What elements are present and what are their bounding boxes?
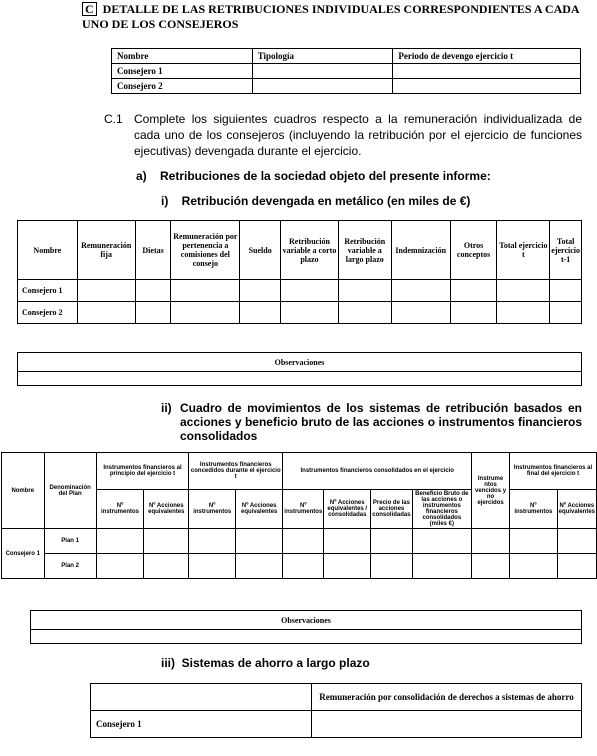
header-n-acciones: Nº Acciones equivalentes (236, 490, 283, 529)
observaciones-field (31, 630, 582, 644)
heading-i: i) Retribución devengada en metálico (en miles de €) (161, 194, 471, 208)
header-total-t: Total ejercicio t (497, 221, 550, 280)
observaciones-table-2 (30, 610, 582, 644)
header-empty (91, 684, 312, 711)
row-plan-2: Plan 2 (44, 554, 96, 579)
header-group-concedidos: Instrumentos financieros concedidos durante el ejercicio t (189, 453, 283, 490)
observaciones-field (18, 372, 582, 386)
header-group-consolidados: Instrumentos financieros consolidados en el ejercicio (283, 453, 472, 490)
c1-paragraph (104, 111, 582, 159)
section-title: DETALLE DE LAS RETRIBUCIONES INDIVIDUALES CORRESPONDIENTES A CADA UNO DE LOS CONSEJEROS (82, 2, 579, 31)
cell-empty (393, 64, 581, 79)
cell-empty (252, 79, 393, 94)
header-nombre: Nombre (2, 453, 45, 529)
heading-iii: iii) Sistemas de ahorro a largo plazo (161, 656, 370, 670)
header-variable-corto: Retribución variable a corto plazo (281, 221, 339, 280)
cell-empty (311, 711, 581, 738)
row-plan-1: Plan 1 (44, 529, 96, 554)
c1-text: Complete los siguientes cuadros respecto a la remuneración individualizada de cada uno de los consejeros (incluyendo la retribución por el ejercicio de funciones ejecutivas) devengada durante el ejercicio. (134, 112, 582, 158)
retribucion-metalico-table (17, 220, 582, 324)
header-plan: Denominación del Plan (44, 453, 96, 529)
heading-ii-number: ii) (161, 401, 172, 415)
observaciones-table-1 (17, 352, 582, 386)
header-periodo: Periodo de devengo ejercicio t (393, 49, 581, 64)
row-consejero-1: Consejero 1 (112, 64, 253, 79)
header-n-instrumentos: Nº instrumentos (96, 490, 144, 529)
header-total-t-1: Total ejercicio t-1 (550, 221, 582, 280)
cell-empty (252, 64, 393, 79)
cell-empty (393, 79, 581, 94)
observaciones-label: Observaciones (18, 353, 582, 372)
header-n-acciones-consolidadas: Nº Acciones equivalentes / consolidadas (324, 490, 371, 529)
heading-ii (161, 401, 582, 443)
header-group-principio: Instrumentos financieros al principio del ejercicio t (96, 453, 189, 490)
header-variable-largo: Retribución variable a largo plazo (338, 221, 391, 280)
header-remuneracion-comisiones: Remuneración por pertenencia a comisiones del consejo (171, 221, 240, 280)
header-precio-acciones: Precio de las acciones consolidadas (371, 490, 412, 529)
row-consejero-2: Consejero 2 (112, 79, 253, 94)
section-letter: C (82, 2, 97, 16)
heading-a: a) Retribuciones de la sociedad objeto del presente informe: (136, 169, 491, 183)
row-consejero-1: Consejero 1 (18, 280, 78, 302)
row-consejero-1: Consejero 1 (2, 529, 45, 579)
header-dietas: Dietas (135, 221, 171, 280)
row-consejero-2: Consejero 2 (18, 302, 78, 324)
header-vencidos: Instrume ntos vencidos y no ejercidos (472, 453, 510, 529)
header-n-instrumentos: Nº instrumentos (509, 490, 557, 529)
header-n-instrumentos: Nº instrumentos (283, 490, 324, 529)
header-tipologia: Tipología (252, 49, 393, 64)
row-consejero-1: Consejero 1 (91, 711, 312, 738)
header-otros-conceptos: Otros conceptos (450, 221, 497, 280)
observaciones-label: Observaciones (31, 611, 582, 630)
c1-number: C.1 (104, 112, 123, 126)
header-indemnizacion: Indemnización (391, 221, 450, 280)
header-remuneracion-fija: Remuneración fija (77, 221, 135, 280)
header-sueldo: Sueldo (240, 221, 281, 280)
header-n-acciones: Nº Acciones equivalentes (557, 490, 596, 529)
heading-ii-text: Cuadro de movimientos de los sistemas de retribución basados en acciones y beneficio bruto de las acciones o instrumentos financieros consolidados (180, 401, 582, 443)
header-nombre: Nombre (18, 221, 78, 280)
header-nombre: Nombre (112, 49, 253, 64)
header-group-final: Instrumentos financieros al final del ejercicio t (509, 453, 596, 490)
sistemas-ahorro-table (90, 683, 582, 738)
header-n-instrumentos: Nº instrumentos (189, 490, 236, 529)
consejeros-tipologia-table (111, 48, 581, 94)
section-heading (82, 2, 582, 32)
header-beneficio-bruto: Beneficio Bruto de las acciones o instrumentos financieros consolidados (miles €) (412, 490, 472, 529)
header-remuneracion-consolidacion: Remuneración por consolidación de derechos a sistemas de ahorro (311, 684, 581, 711)
header-n-acciones: Nº Acciones equivalentes (144, 490, 189, 529)
movimientos-acciones-table (1, 452, 597, 579)
